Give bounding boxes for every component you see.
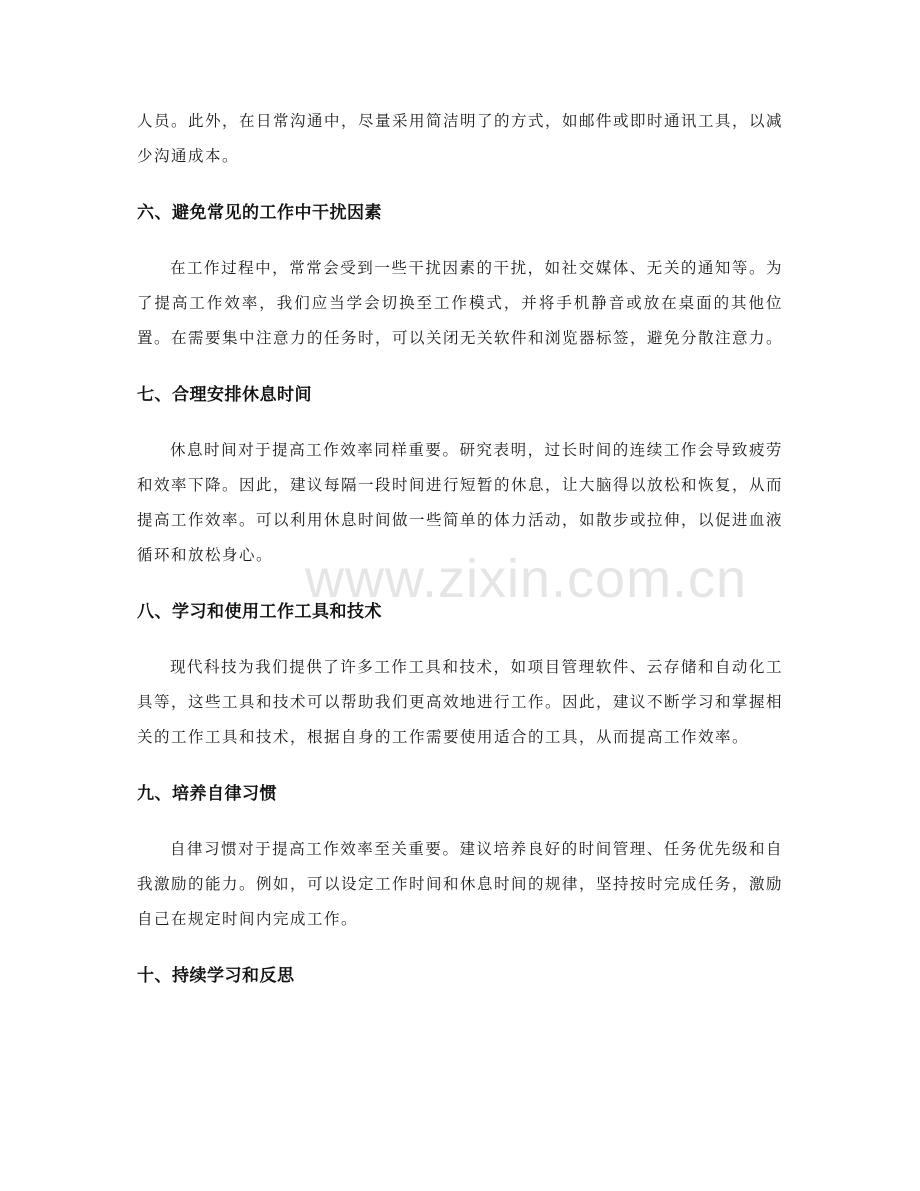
- watermark: www.zixin.com.cn: [305, 549, 748, 609]
- section-body-7: 休息时间对于提高工作效率同样重要。研究表明，过长时间的连续工作会导致疲劳和效率下降。因此，建议每隔一段时间进行短暂的休息，让大脑得以放松和恢复，从而提高工作效率。可以利用休息时间做一些简单的体力活动，如散步或拉伸，以促进血液循环和放松身心。: [137, 441, 784, 564]
- section-heading-9: 九、培养自律习惯: [137, 784, 277, 804]
- section-body-6: 在工作过程中，常常会受到一些干扰因素的干扰，如社交媒体、无关的通知等。为了提高工作效率，我们应当学会切换至工作模式，并将手机静音或放在桌面的其他位置。在需要集中注意力的任务时，可以关闭无关软件和浏览器标签，避免分散注意力。: [137, 259, 784, 347]
- section-body-8: 现代科技为我们提供了许多工作工具和技术，如项目管理软件、云存储和自动化工具等，这些工具和技术可以帮助我们更高效地进行工作。因此，建议不断学习和掌握相关的工作工具和技术，根据自身的工作需要使用适合的工具，从而提高工作效率。: [137, 658, 784, 746]
- section-heading-10: 十、持续学习和反思: [137, 966, 295, 986]
- intro-paragraph: 人员。此外，在日常沟通中，尽量采用简洁明了的方式，如邮件或即时通讯工具，以减少沟通成本。: [137, 112, 784, 165]
- section-heading-6: 六、避免常见的工作中干扰因素: [137, 203, 382, 223]
- document-body: [137, 104, 783, 994]
- section-heading-7: 七、合理安排休息时间: [137, 385, 312, 405]
- section-heading-8: 八、学习和使用工作工具和技术: [137, 602, 382, 622]
- section-body-9: 自律习惯对于提高工作效率至关重要。建议培养良好的时间管理、任务优先级和自我激励的能力。例如，可以设定工作时间和休息时间的规律，坚持按时完成任务，激励自己在规定时间内完成工作。: [137, 840, 784, 928]
